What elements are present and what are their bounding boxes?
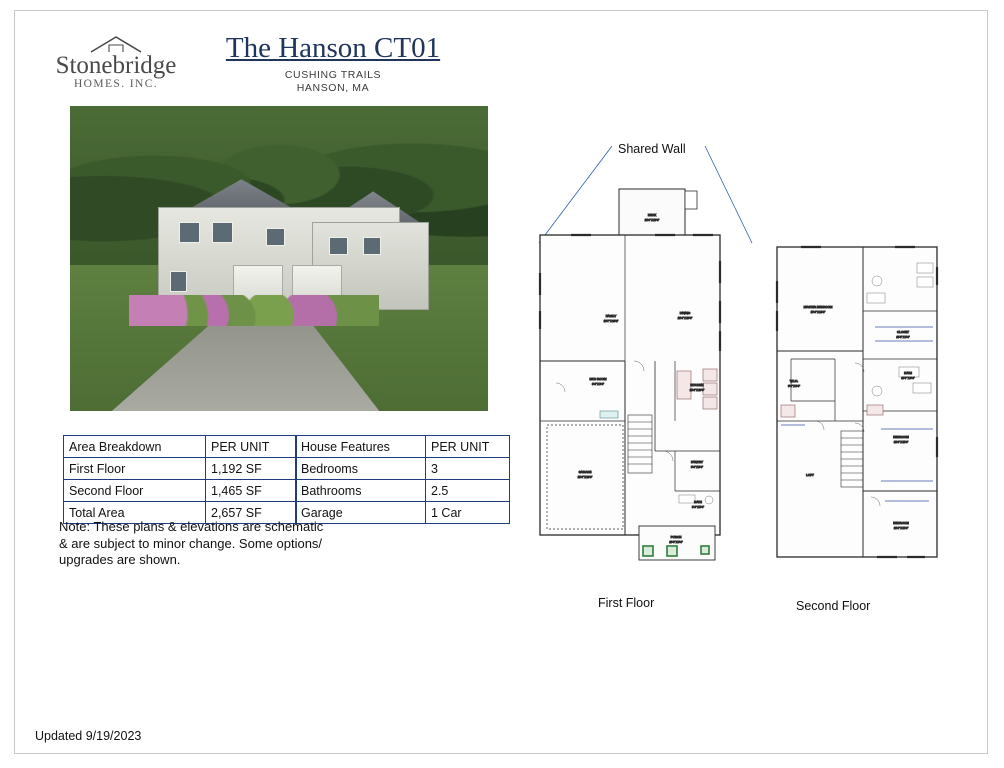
logo-company-subtitle: HOMES. INC. [73, 78, 159, 90]
room-dim: 12'-0" X 10'-0" [677, 318, 693, 320]
room-dim: 12'-0" X 13'-0" [689, 390, 705, 392]
page-title: The Hanson CT01 [225, 32, 441, 64]
room-label: MASTER BEDROOM [803, 305, 833, 309]
room-label: PORCH [670, 535, 682, 539]
room-dim: 12'-0" X 11'-0" [893, 528, 909, 530]
first-floor-caption: First Floor [598, 596, 655, 610]
note-line-3: upgrades are shown. [59, 552, 181, 567]
community-name: CUSHING TRAILS [284, 69, 382, 81]
room-label: BATH [904, 371, 912, 375]
room-dim: 6'-0" X 6'-0" [788, 386, 800, 388]
feature-row-value: 2.5 [426, 480, 510, 502]
room-label: DECK [647, 213, 657, 217]
area-row-value: 1,192 SF [206, 458, 297, 480]
room-label: CLOSET [896, 330, 910, 334]
second-floor-caption: Second Floor [796, 599, 871, 613]
room-dim: 10'-7" X 8'-0" [901, 378, 915, 380]
area-row-value: 2,657 SF [206, 502, 297, 524]
area-table-header-2: PER UNIT [206, 436, 297, 458]
room-label: KITCHEN [690, 383, 704, 387]
location-name: HANSON, MA [296, 82, 370, 94]
room-dim: 15'-0" X 14'-0" [810, 312, 826, 314]
note-line-2: & are subject to minor change. Some options/ [59, 535, 323, 551]
area-row-label: First Floor [64, 458, 206, 480]
feature-row-value: 3 [426, 458, 510, 480]
note-line-1: Note: These plans & elevations are schematic [59, 519, 324, 534]
area-row-label: Total Area [64, 502, 206, 524]
room-label: BEDROOM [893, 521, 909, 525]
features-table-header-1: House Features [296, 436, 426, 458]
room-label: PANTRY [691, 460, 703, 464]
room-label: FAMILY [605, 314, 617, 318]
area-table-header-1: Area Breakdown [64, 436, 206, 458]
room-label: W.I.C. [789, 379, 799, 383]
room-label: DINING [679, 311, 691, 315]
room-dim: 10'-0" X 6'-0" [896, 337, 910, 339]
room-dim: 8'-0" X 6'-6" [592, 384, 604, 386]
room-dim: 16'-7" X 20'-1" [603, 321, 619, 323]
floor-plans-drawing [15, 11, 989, 755]
features-table-header-2: PER UNIT [426, 436, 510, 458]
logo-company-name: Stonebridge [55, 52, 177, 79]
plan-sheet [14, 10, 988, 754]
feature-row-label: Bathrooms [296, 480, 426, 502]
room-label: GARAGE [578, 470, 592, 474]
second-floor-plan [777, 247, 937, 557]
room-dim: 10'-0" X 6'-0" [669, 542, 683, 544]
room-label: BATH [694, 500, 702, 504]
feature-row-label: Garage [296, 502, 426, 524]
feature-row-value: 1 Car [426, 502, 510, 524]
room-label: LOFT [806, 473, 814, 477]
room-dim: 5'-0" X 5'-0" [692, 507, 704, 509]
area-row-value: 1,465 SF [206, 480, 297, 502]
room-dim: 12'-0" X 11'-0" [893, 442, 909, 444]
room-dim: 5'-0" X 5'-0" [691, 467, 703, 469]
room-dim: 12'-0" X 10'-0" [644, 220, 660, 222]
feature-row-label: Bedrooms [296, 458, 426, 480]
room-dim: 12'-0" X 22'-0" [577, 477, 593, 479]
area-row-label: Second Floor [64, 480, 206, 502]
shared-wall-label: Shared Wall [618, 142, 686, 156]
updated-date-label: Updated 9/19/2023 [35, 729, 142, 743]
room-label: BEDROOM [893, 435, 909, 439]
first-floor-plan [540, 189, 720, 560]
room-label: MUD ROOM [589, 377, 607, 381]
